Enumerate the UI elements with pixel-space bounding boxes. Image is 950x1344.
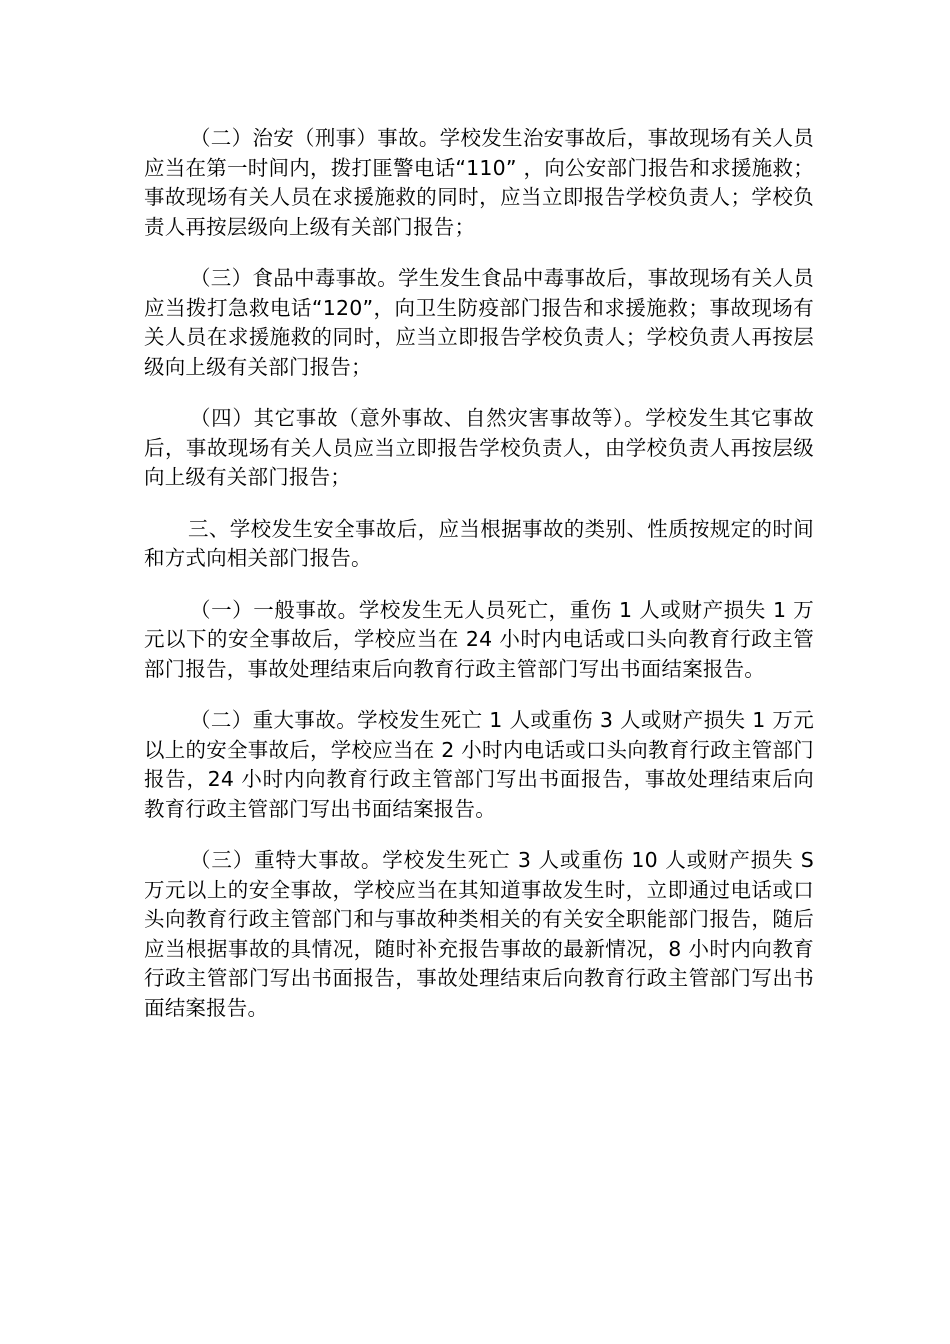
paragraph-extraordinary-accident: （三）重特大事故。学校发生死亡 3 人或重伤 10 人或财产损失 S 万元以上的安全事故，学校应当在其知道事故发生时，立即通过电话或口头向教育行政主管部门和与事故种类相关的有关安全职能部门报告，随后应当根据事故的具情况，随时补充报告事故的最新情况，8 小时内向教育行政主管部门写出书面报告，事故处理结束后向教育行政主管部门写出书面结案报告。: [144, 848, 814, 1020]
paragraph-section-three: 三、学校发生安全事故后，应当根据事故的类别、性质按规定的时间和方式向相关部门报告。: [144, 516, 814, 570]
paragraph-public-security-accident: （二）治安（刑事）事故。学校发生治安事故后，事故现场有关人员应当在第一时间内，拨打匪警电话“110” ，向公安部门报告和求援施救；事故现场有关人员在求援施救的同时，应当立即报告学校负责人；学校负责人再按层级向上级有关部门报告；: [144, 126, 814, 239]
paragraph-food-poisoning-accident: （三）食品中毒事故。学生发生食品中毒事故后，事故现场有关人员应当拨打急救电话“120”，向卫生防疫部门报告和求援施救；事故现场有关人员在求援施救的同时，应当立即报告学校负责人；学校负责人再按层级向上级有关部门报告；: [144, 266, 814, 379]
document-body: [144, 124, 814, 1045]
paragraph-general-accident: （一）一般事故。学校发生无人员死亡，重伤 1 人或财产损失 1 万元以下的安全事故后，学校应当在 24 小时内电话或口头向教育行政主管部门报告，事故处理结束后向教育行政主管部门写出书面结案报告。: [144, 597, 814, 681]
paragraph-other-accidents: （四）其它事故（意外事故、自然灾害事故等）。学校发生其它事故后，事故现场有关人员应当立即报告学校负责人，由学校负责人再按层级向上级有关部门报告；: [144, 406, 814, 489]
paragraph-major-accident: （二）重大事故。学校发生死亡 1 人或重伤 3 人或财产损失 1 万元以上的安全事故后，学校应当在 2 小时内电话或口头向教育行政主管部门报告，24 小时内向教育行政主管部门写出书面报告，事故处理结束后向教育行政主管部门写出书面结案报告。: [144, 708, 814, 821]
